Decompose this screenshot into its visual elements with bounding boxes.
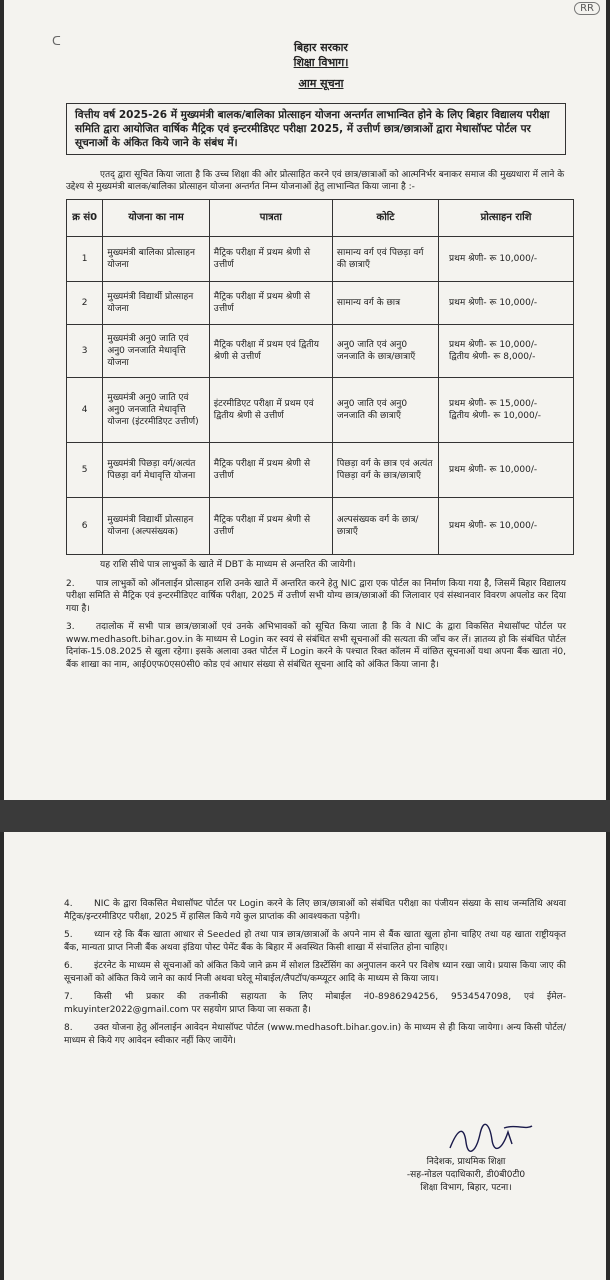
paragraph-6	[64, 960, 566, 985]
corner-annotation: RR	[574, 2, 600, 15]
cell-eligibility: मैट्रिक परीक्षा में प्रथम श्रेणी से उत्तीर्ण	[209, 237, 332, 282]
paragraph-5	[64, 929, 566, 954]
cell-scheme-name: मुख्यमंत्री अनु0 जाति एवं अनु0 जनजाति मेधावृत्ति योजना	[103, 325, 209, 378]
header-category: कोटि	[332, 200, 438, 237]
paragraph-text: इंटरनेट के माध्यम से सूचनाओं को अंकित किये जाने क्रम में सोशल डिस्टेंसिंग का अनुपालन करने पर विशेष ध्यान रखा जाये। प्रयास किया जाए की सूचनाओं को अंकित किये जाने का कार्य निजी अथवा घरेलू मोबाईल/लैपटॉप/कम्प्यूटर आदि के माध्यम से किया जाय।	[64, 961, 566, 984]
clip-mark: ᑕ	[52, 34, 61, 48]
cell-serial: 5	[67, 443, 103, 498]
paragraph-text: उक्त योजना हेतु ऑनलाईन आवेदन मेधासॉफ्ट पोर्टल (www.medhasoft.bihar.gov.in) के माध्यम से ही किया जायेगा। अन्य किसी पोर्टल/माध्यम से किये गए आवेदन स्वीकार नहीं किए जायेंगे।	[64, 1023, 566, 1046]
amount-line: द्वितीय श्रेणी- रू 10,000/-	[449, 411, 542, 421]
paragraph-number: 4.	[64, 899, 73, 909]
amount-line: प्रथम श्रेणी- रू 10,000/-	[449, 465, 538, 475]
cell-amount	[439, 237, 574, 282]
paragraph-4	[64, 898, 566, 923]
table-header-row	[67, 200, 574, 237]
cell-scheme-name: मुख्यमंत्री पिछड़ा वर्ग/अत्यंत पिछड़ा वर्ग मेधावृत्ति योजना	[103, 443, 209, 498]
header-serial: क्र सं0	[67, 200, 103, 237]
amount-line: प्रथम श्रेणी- रू 10,000/-	[449, 340, 538, 350]
cell-eligibility: मैट्रिक परीक्षा में प्रथम श्रेणी से उत्तीर्ण	[209, 282, 332, 325]
cell-amount	[439, 282, 574, 325]
amount-line: प्रथम श्रेणी- रू 10,000/-	[449, 521, 538, 531]
cell-scheme-name: मुख्यमंत्री विद्यार्थी प्रोत्साहन योजना	[103, 282, 209, 325]
cell-category: सामान्य वर्ग के छात्र	[332, 282, 438, 325]
paragraph-2	[66, 578, 566, 616]
signature-block	[366, 1122, 566, 1195]
cell-category: अनु0 जाति एवं अनु0 जनजाति की छात्राएँ	[332, 378, 438, 443]
scheme-table	[66, 199, 574, 555]
cell-category: अल्पसंख्यक वर्ग के छात्र/छात्राएँ	[332, 498, 438, 555]
notice-title: आम सूचना	[298, 77, 344, 90]
amount-line: प्रथम श्रेणी- रू 10,000/-	[449, 298, 538, 308]
cell-scheme-name: मुख्यमंत्री विद्यार्थी प्रोत्साहन योजना (अल्पसंख्यक)	[103, 498, 209, 555]
table-row	[67, 237, 574, 282]
paragraph-3	[66, 621, 566, 671]
cell-category: सामान्य वर्ग एवं पिछड़ा वर्ग की छात्राएँ	[332, 237, 438, 282]
cell-scheme-name: मुख्यमंत्री अनु0 जाति एवं अनु0 जनजाति मेधावृत्ति योजना (इंटरमीडिएट उत्तीर्ण)	[103, 378, 209, 443]
cell-eligibility: मैट्रिक परीक्षा में प्रथम श्रेणी से उत्तीर्ण	[209, 498, 332, 555]
amount-line: प्रथम श्रेणी- रू 10,000/-	[449, 254, 538, 264]
notice-page-1	[4, 0, 606, 800]
cell-category: पिछड़ा वर्ग के छात्र एवं अत्यंत पिछड़ा वर्ग के छात्र/छात्राएँ	[332, 443, 438, 498]
paragraph-text: किसी भी प्रकार की तकनीकी सहायता के लिए मोबाईल नं0-8986294256, 9534547098, एवं ईमेल-mkuyinter2022@gmail.com पर सहयोग प्राप्त किया जा सकता है।	[64, 992, 566, 1015]
cell-amount	[439, 378, 574, 443]
cell-category: अनु0 जाति एवं अनु0 जनजाति के छात्र/छात्राएँ	[332, 325, 438, 378]
paragraph-number: 5.	[64, 930, 73, 940]
amount-line: प्रथम श्रेणी- रू 15,000/-	[449, 399, 538, 409]
cell-serial: 3	[67, 325, 103, 378]
cell-serial: 6	[67, 498, 103, 555]
page-separator	[0, 800, 610, 832]
cell-serial: 2	[67, 282, 103, 325]
paragraph-number: 2.	[66, 578, 75, 589]
table-row	[67, 282, 574, 325]
paragraph-number: 6.	[64, 961, 73, 971]
paragraph-text: NIC के द्वारा विकसित मेधासॉफ्ट पोर्टल पर Login करने के लिए छात्र/छात्राओं को संबंधित परीक्षा का पंजीयन संख्या के साथ जन्मतिथि अथवा मैट्रिक/इन्टरमीडिएट परीक्षा, 2025 में हासिल किये गये कुल प्राप्तांक की आवश्यकता पड़ेगी।	[64, 899, 566, 922]
signatory-designation: निदेशक, प्राथमिक शिक्षा	[426, 1157, 506, 1167]
cell-eligibility: मैट्रिक परीक्षा में प्रथम श्रेणी से उत्तीर्ण	[209, 443, 332, 498]
cell-amount	[439, 443, 574, 498]
cell-amount	[439, 498, 574, 555]
cell-eligibility: इंटरमीडिएट परीक्षा में प्रथम एवं द्वितीय श्रेणी से उत्तीर्ण	[209, 378, 332, 443]
handwritten-signature	[366, 1122, 566, 1156]
cell-eligibility: मैट्रिक परीक्षा में प्रथम एवं द्वितीय श्रेणी से उत्तीर्ण	[209, 325, 332, 378]
table-row	[67, 325, 574, 378]
paragraph-8	[64, 1022, 566, 1047]
intro-paragraph: एतद् द्वारा सूचित किया जाता है कि उच्च शिक्षा की ओर प्रोत्साहित करने एवं छात्र/छात्राओं को आत्मनिर्भर बनाकर समाज की मुख्यधारा में लाने के उद्देश्य से मुख्यमंत्री बालक/बालिका प्रोत्साहन योजना अन्तर्गत निम्न योजनाओं हेतु लाभान्वित किया जाना है :-	[66, 170, 565, 192]
cell-serial: 1	[67, 237, 103, 282]
paragraph-text: तदालोक में सभी पात्र छात्र/छात्राओं एवं उनके अभिभावकों को सूचित किया जाता है कि वे NIC के द्वारा विकसित मेधासॉफ्ट पोर्टल पर www.medhasoft.bihar.gov.in के माध्यम से Login कर स्वयं से संबंधित सभी सूचनाओं की सत्यता की जाँच कर लें। ज्ञातव्य हो कि संबंधित पोर्टल दिनांक-15.08.2025 से खुला रहेगा। इसके अलावा उक्त पोर्टल में Login करने के पश्चात रिक्त कॉलम में वांछित सूचनाओं यथा अपना बैंक खाता नं0, बैंक शाखा का नाम, आई0एफ0एस0सी0 कोड एवं आधार संख्या से संबंधित सूचना आदि को अंकित किया जाना है।	[66, 622, 567, 670]
notice-header	[76, 40, 566, 91]
header-scheme-name: योजना का नाम	[103, 200, 209, 237]
cell-serial: 4	[67, 378, 103, 443]
paragraph-number: 8.	[64, 1023, 73, 1033]
signature-scribble	[446, 1122, 536, 1156]
paragraph-7	[64, 991, 566, 1016]
table-row	[67, 498, 574, 555]
paragraph-text: पात्र लाभुकों को ऑनलाईन प्रोत्साहन राशि उनके खाते में अन्तरित करने हेतु NIC द्वारा एक पोर्टल का निर्माण किया गया है, जिसमें बिहार विद्यालय परीक्षा समिति से मैट्रिक एवं इन्टरमीडिएट वार्षिक परीक्षा, 2025 में उत्तीर्ण सभी योग्य छात्र/छात्राओं की जिलावार एवं संस्थानवार विवरण अपलोड कर दिया गया है।	[66, 578, 566, 614]
signatory-line-3: शिक्षा विभाग, बिहार, पटना।	[420, 1183, 512, 1193]
paragraph-1: यह राशि सीधे पात्र लाभुकों के खाते में DBT के माध्यम से अन्तरित की जायेगी।	[100, 560, 356, 570]
paragraph-text: ध्यान रहे कि बैंक खाता आधार से Seeded हो तथा पात्र छात्र/छात्राओं के अपने नाम से बैंक खाता खुला होना चाहिए तथा यह खाता राष्ट्रीयकृत बैंक, मान्यता प्राप्त निजी बैंक अथवा इंडिया पोस्ट पेमेंट बैंक के बिहार में अवस्थित किसी शाखा में संचालित होना चाहिए।	[64, 930, 566, 953]
subject-box: वित्तीय वर्ष 2025-26 में मुख्यमंत्री बालक/बालिका प्रोत्साहन योजना अन्तर्गत लाभान्वित होने के लिए बिहार विद्यालय परीक्षा समिति द्वारा आयोजित वार्षिक मैट्रिक एवं इन्टरमीडिएट परीक्षा 2025, में उत्तीर्ण छात्र/छात्राओं द्वारा मेधासॉफ्ट पोर्टल पर सूचनाओं के अंकित किये जाने के संबंध में।	[66, 103, 566, 155]
cell-amount	[439, 325, 574, 378]
header-amount: प्रोत्साहन राशि	[439, 200, 574, 237]
signatory-line-2: -सह-नोडल पदाधिकारी, डी0बी0टी0	[406, 1170, 526, 1180]
cell-scheme-name: मुख्यमंत्री बालिका प्रोत्साहन योजना	[103, 237, 209, 282]
table-row	[67, 443, 574, 498]
department-name: शिक्षा विभाग।	[293, 56, 349, 69]
paragraph-number: 7.	[64, 992, 73, 1002]
header-eligibility: पात्रता	[209, 200, 332, 237]
table-row	[67, 378, 574, 443]
government-name: बिहार सरकार	[294, 41, 348, 54]
amount-line: द्वितीय श्रेणी- रू 8,000/-	[449, 352, 536, 362]
paragraph-number: 3.	[66, 622, 75, 632]
notice-page-2	[4, 832, 606, 1280]
